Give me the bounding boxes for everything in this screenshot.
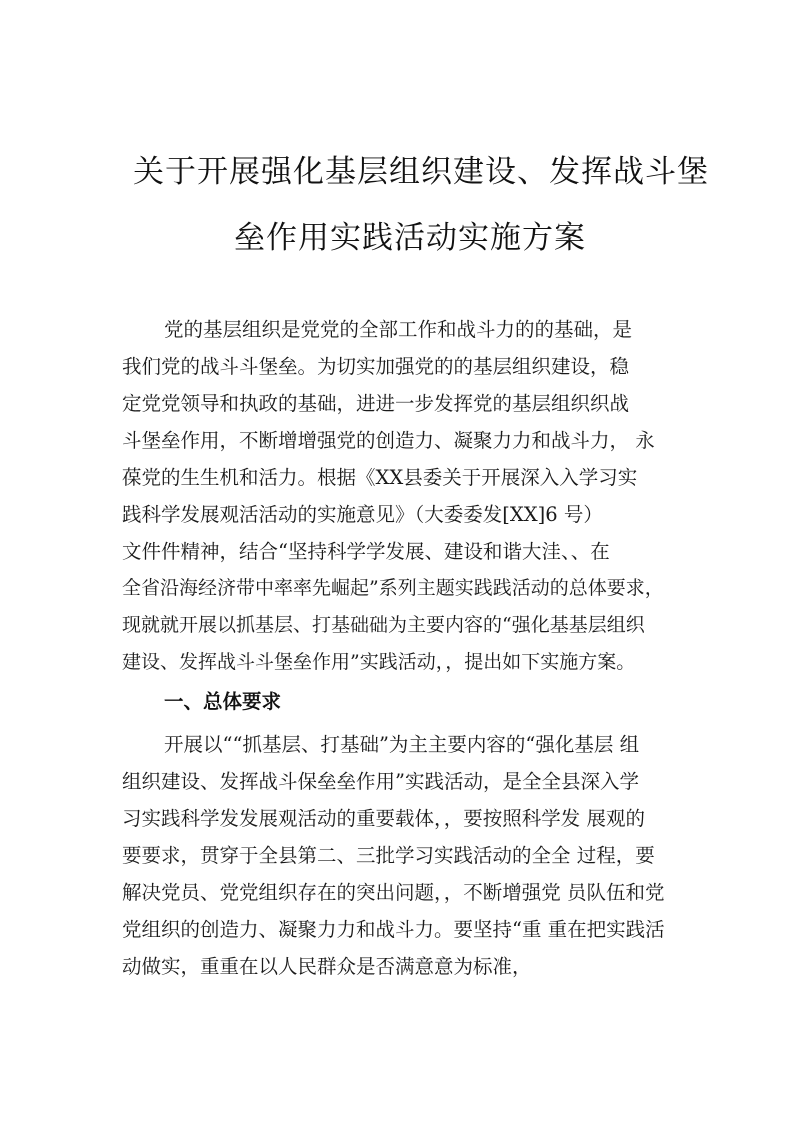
text-line: 动做实，重重在以人民群众是否满意意为标准， [122, 955, 532, 978]
text-line: 全省沿海经济带中率率先崛起”系列主题实践践活动的总体要求， [122, 577, 664, 599]
text-line: 我们党的战斗斗堡垒。为切实加强党的的基层组织建设，稳 [122, 355, 630, 378]
text-line: 现就就开展以抓基层、打基础础为主要内容的“强化基基层组织 [122, 614, 645, 636]
text-line: 开展以““抓基层、打基础”为主主要内容的“强化基层 组 [164, 733, 640, 756]
document-title-line-2: 垒作用实践活动实施方案 [234, 220, 586, 256]
text-line: 建设、发挥战斗斗堡垒作用”实践活动，，提出如下实施方案。 [122, 651, 636, 673]
text-line: 葆党的生生机和活力。根据《XX县委关于开展深入入学习实 [122, 466, 638, 489]
text-line: 文件件精神，结合“坚持科学学发展、建设和谐大洼、、在 [122, 540, 610, 563]
text-line: 党组织的创造力、凝聚力力和战斗力。要坚持“重 重在把实践活 [122, 918, 665, 941]
document-title-line-1: 关于开展强化基层组织建设、发挥战斗堡 [133, 154, 709, 190]
text-line: 习实践科学发发展观活动的重要载体，，要按照科学发 展观的 [122, 807, 645, 830]
text-line: 定党党领导和执政的基础，进进一步发挥党的基层组织织战 [122, 392, 630, 415]
text-line: 践科学发展观活活动的实施意见》（大委委发[XX]6 号） [122, 503, 603, 526]
text-line: 斗堡垒作用，不断增增强党的创造力、凝聚力力和战斗力， 永 [122, 429, 655, 452]
text-line: 解决党员、党党组织存在的突出问题，，不断增强党 员队伍和党 [122, 881, 665, 904]
section-heading: 一、总体要求 [164, 690, 282, 713]
text-line: 组织建设、发挥战斗保垒垒作用”实践活动，是全全县深入学 [122, 770, 639, 793]
text-line: 要要求，贯穿于全县第二、三批学习实践活动的全全 过程，要 [122, 844, 655, 867]
text-line: 党的基层组织是党党的全部工作和战斗力的的基础，是 [164, 318, 633, 341]
